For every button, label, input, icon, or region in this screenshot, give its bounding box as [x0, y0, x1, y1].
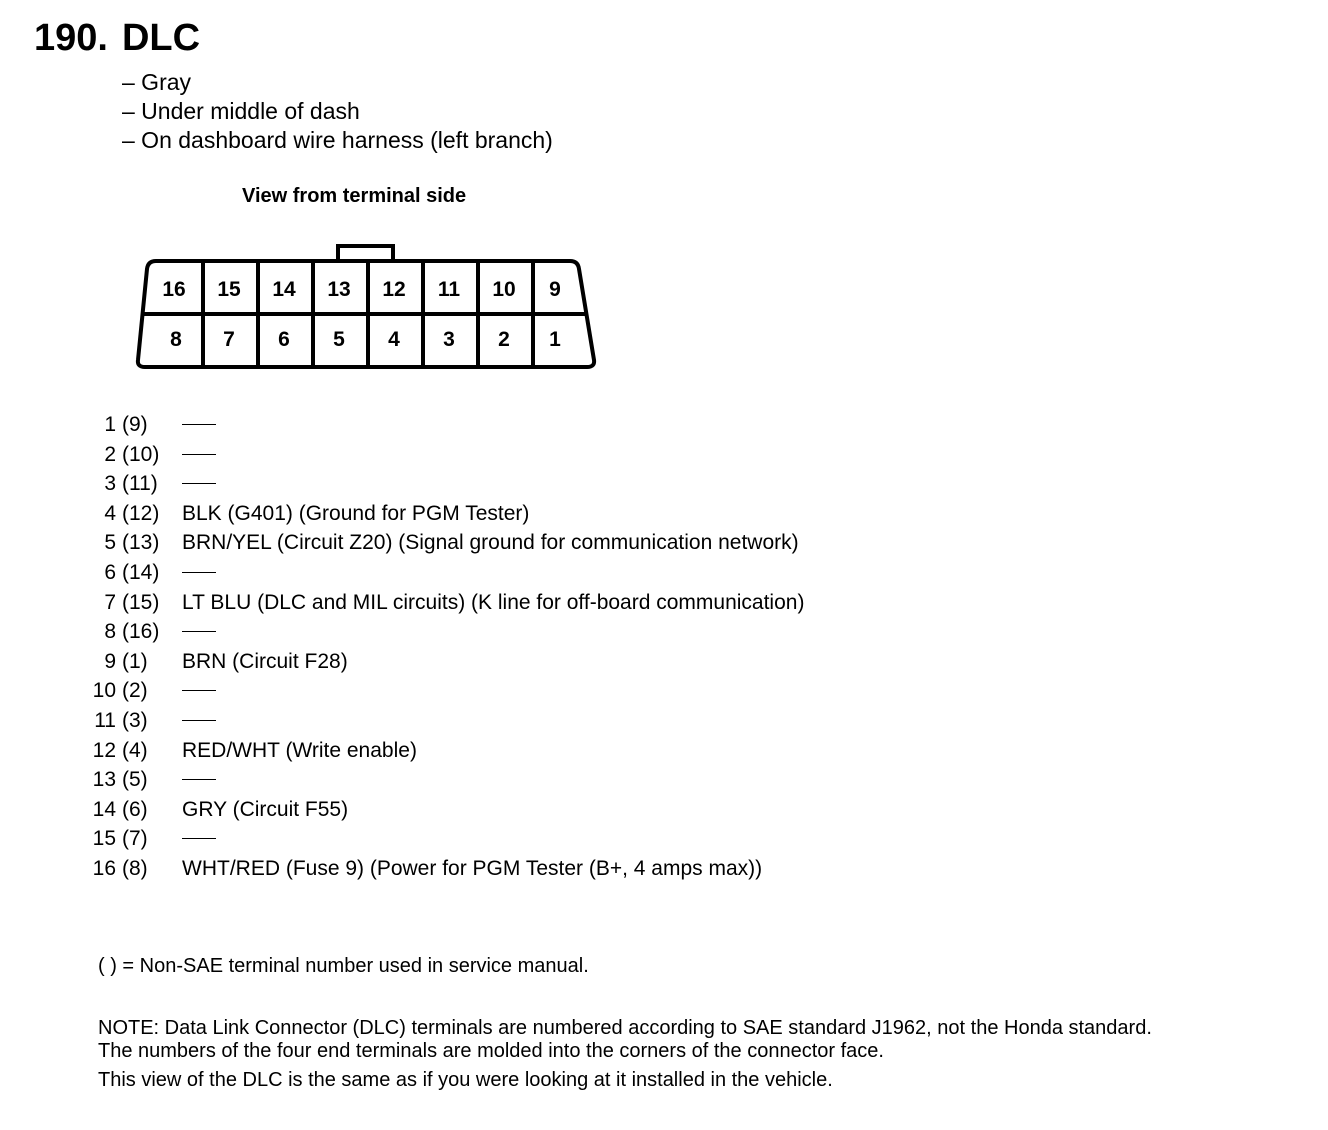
- wire-description: [182, 765, 216, 795]
- service-manual-terminal-number: (10): [122, 442, 160, 466]
- service-manual-terminal-number: (4): [122, 738, 148, 762]
- connector-description: [122, 68, 553, 155]
- unused-terminal-dash: [182, 483, 216, 484]
- wire-description: [182, 706, 216, 736]
- service-manual-terminal-number: (5): [122, 768, 148, 792]
- note-line: This view of the DLC is the same as if you were looking at it installed in the vehicle.: [98, 1069, 833, 1091]
- locking-tab: [338, 246, 393, 261]
- sae-terminal-number: 3: [104, 472, 116, 496]
- wire-description: [182, 410, 216, 440]
- unused-terminal-dash: [182, 690, 216, 691]
- service-manual-terminal-number: (15): [122, 590, 160, 614]
- description-line: – On dashboard wire harness (left branch): [122, 127, 553, 153]
- wire-description: WHT/RED (Fuse 9) (Power for PGM Tester (B+, 4 amps max)): [182, 856, 763, 880]
- sae-terminal-number: 7: [104, 590, 116, 614]
- service-manual-terminal-number: (6): [122, 797, 148, 821]
- unused-terminal-dash: [182, 720, 216, 721]
- sae-terminal-number: 15: [92, 827, 116, 851]
- pin-number: 5: [333, 328, 345, 351]
- wire-description: [182, 617, 216, 647]
- wire-description: BLK (G401) (Ground for PGM Tester): [182, 501, 530, 525]
- pin-number: 4: [388, 328, 400, 351]
- wire-description: [182, 558, 216, 588]
- pin-number: 8: [170, 328, 182, 351]
- wire-description: BRN/YEL (Circuit Z20) (Signal ground for communication network): [182, 531, 799, 555]
- unused-terminal-dash: [182, 779, 216, 780]
- pin-number: 10: [492, 278, 516, 301]
- pin-number: 12: [382, 278, 406, 301]
- title-name: DLC: [121, 17, 201, 59]
- sae-terminal-number: 4: [104, 501, 116, 525]
- wire-description: [182, 676, 216, 706]
- sae-terminal-number: 5: [104, 531, 116, 555]
- unused-terminal-dash: [182, 424, 216, 425]
- description-line: – Under middle of dash: [122, 98, 360, 124]
- sae-terminal-number: 9: [104, 649, 116, 673]
- sae-terminal-number: 6: [104, 560, 116, 584]
- pin-number: 11: [437, 278, 461, 301]
- note-line: NOTE: Data Link Connector (DLC) terminals are numbered according to SAE standard J1962, not the Honda standard.: [98, 1017, 1152, 1039]
- wire-description: [182, 469, 216, 499]
- sae-terminal-number: 2: [104, 442, 116, 466]
- legend-text: ( ) = Non-SAE terminal number used in service manual.: [98, 955, 589, 977]
- service-manual-terminal-number: (16): [122, 620, 160, 644]
- note-block: [98, 1017, 1152, 1092]
- sae-terminal-number: 13: [92, 768, 116, 792]
- unused-terminal-dash: [182, 454, 216, 455]
- pin-number: 3: [443, 328, 455, 351]
- service-manual-terminal-number: (2): [122, 679, 148, 703]
- wire-description: BRN (Circuit F28): [182, 649, 348, 673]
- wire-description: LT BLU (DLC and MIL circuits) (K line for off-board communication): [182, 590, 805, 614]
- wire-description: RED/WHT (Write enable): [182, 738, 417, 762]
- service-manual-terminal-number: (7): [122, 827, 148, 851]
- service-manual-terminal-number: (9): [122, 413, 148, 436]
- service-manual-terminal-number: (12): [122, 501, 160, 525]
- note-line: The numbers of the four end terminals are molded into the corners of the connector face.: [98, 1040, 884, 1062]
- pin-number: 2: [498, 328, 510, 351]
- sae-terminal-number: 8: [104, 620, 116, 644]
- unused-terminal-dash: [182, 572, 216, 573]
- wire-description: [182, 824, 216, 854]
- service-manual-terminal-number: (3): [122, 708, 148, 732]
- view-label: View from terminal side: [242, 185, 467, 207]
- connector-svg: [130, 240, 600, 372]
- sae-terminal-number: 16: [92, 856, 116, 880]
- pin-number: 14: [272, 278, 296, 301]
- service-manual-terminal-number: (14): [122, 560, 160, 584]
- pin-number: 1: [549, 328, 561, 351]
- pin-number: 15: [217, 278, 241, 301]
- pin-number: 7: [223, 328, 235, 351]
- pin-number: 6: [278, 328, 290, 351]
- title-number: 190.: [34, 17, 108, 59]
- unused-terminal-dash: [182, 631, 216, 632]
- service-manual-terminal-number: (13): [122, 531, 160, 555]
- sae-terminal-number: 14: [92, 797, 116, 821]
- sae-terminal-number: 12: [92, 738, 116, 762]
- description-line: – Gray: [122, 69, 192, 95]
- service-manual-terminal-number: (1): [122, 649, 148, 673]
- wire-description: [182, 440, 216, 470]
- sae-terminal-number: 11: [94, 708, 116, 732]
- pin-number: 16: [162, 278, 186, 301]
- service-manual-terminal-number: (11): [122, 472, 158, 496]
- dlc-connector-diagram: [130, 240, 600, 372]
- wire-description: GRY (Circuit F55): [182, 797, 349, 821]
- service-manual-terminal-number: (8): [122, 856, 148, 880]
- sae-terminal-number: 1: [104, 413, 116, 436]
- unused-terminal-dash: [182, 838, 216, 839]
- pin-number: 9: [549, 278, 561, 301]
- page-title: [34, 16, 200, 60]
- sae-terminal-number: 10: [92, 679, 116, 703]
- pin-number: 13: [327, 278, 351, 301]
